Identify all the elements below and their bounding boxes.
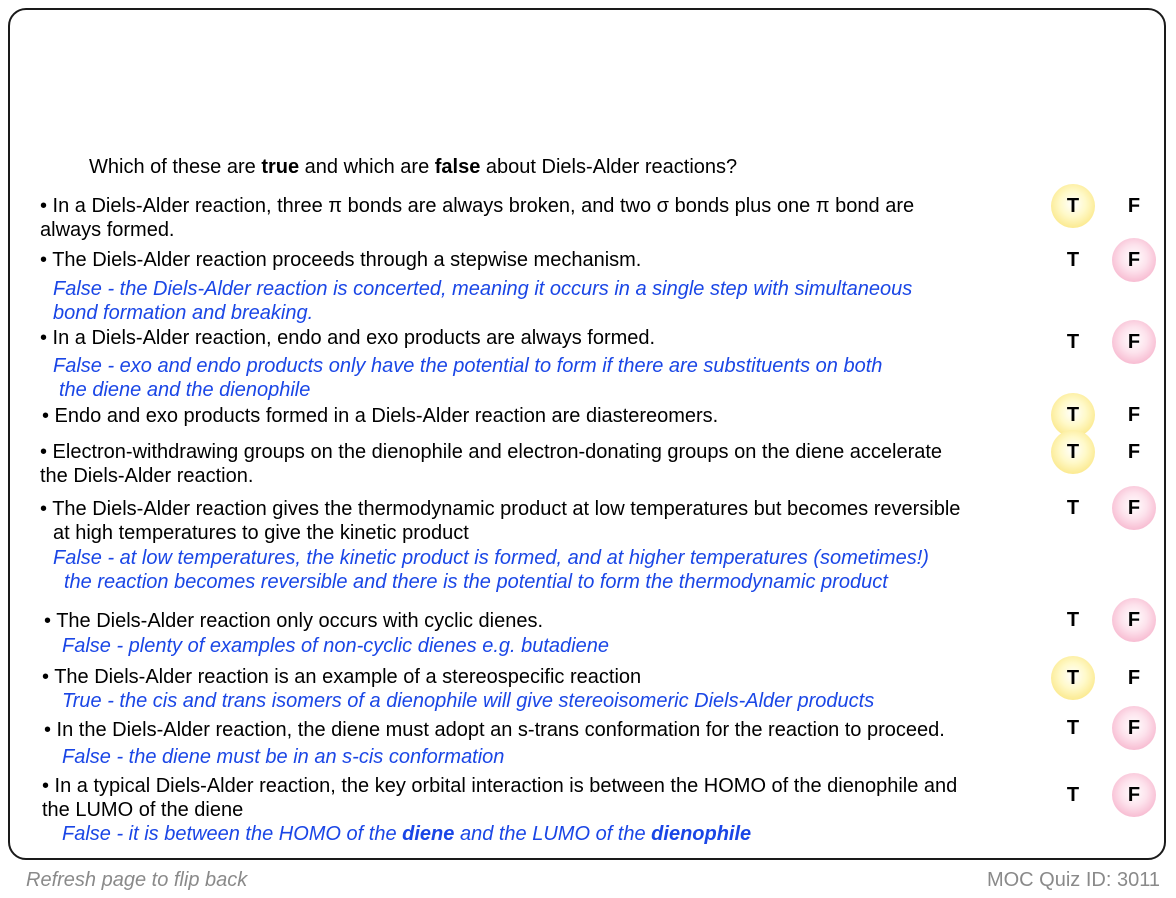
statement-3: • In a Diels-Alder reaction, endo and exo products are always formed.: [40, 327, 656, 349]
true-button-7[interactable]: T: [1066, 609, 1080, 631]
explanation-9: False - the diene must be in an s-cis conformation: [62, 746, 505, 768]
false-button-4[interactable]: F: [1127, 404, 1141, 426]
statement-7: • The Diels-Alder reaction only occurs with cyclic dienes.: [44, 610, 544, 632]
statement-5: • Electron-withdrawing groups on the dienophile and electron-donating groups on the diene accelerate the Diels-Alder reaction.: [40, 441, 943, 487]
true-button-4[interactable]: T: [1051, 393, 1095, 437]
false-button-3[interactable]: F: [1112, 320, 1156, 364]
true-button-2[interactable]: T: [1066, 249, 1080, 271]
refresh-hint: Refresh page to flip back: [26, 869, 248, 891]
true-button-6[interactable]: T: [1066, 497, 1080, 519]
question-text: Which of these are true and which are false about Diels-Alder reactions?: [89, 156, 738, 178]
false-button-7[interactable]: F: [1112, 598, 1156, 642]
explanation-6: False - at low temperatures, the kinetic product is formed, and at higher temperatures (sometimes!) the reaction becomes reversible and there is the potential to form the thermodynamic product: [53, 547, 929, 593]
false-button-9[interactable]: F: [1112, 706, 1156, 750]
false-button-5[interactable]: F: [1127, 441, 1141, 463]
quiz-id: MOC Quiz ID: 3011: [986, 869, 1160, 891]
true-button-5[interactable]: T: [1051, 430, 1095, 474]
statement-1: • In a Diels-Alder reaction, three π bonds are always broken, and two σ bonds plus one π bond are always formed.: [40, 195, 915, 241]
true-button-10[interactable]: T: [1066, 784, 1080, 806]
explanation-2: False - the Diels-Alder reaction is concerted, meaning it occurs in a single step with simultaneous bond formation and breaking.: [53, 278, 913, 324]
false-button-8[interactable]: F: [1127, 667, 1141, 689]
statement-2: • The Diels-Alder reaction proceeds through a stepwise mechanism.: [40, 249, 642, 271]
statement-9: • In the Diels-Alder reaction, the diene must adopt an s-trans conformation for the reaction to proceed.: [44, 719, 945, 741]
false-button-6[interactable]: F: [1112, 486, 1156, 530]
false-button-2[interactable]: F: [1112, 238, 1156, 282]
true-button-8[interactable]: T: [1051, 656, 1095, 700]
true-button-1[interactable]: T: [1051, 184, 1095, 228]
statement-6: • The Diels-Alder reaction gives the thermodynamic product at low temperatures but becomes reversible at high temperatures to give the kinetic product: [40, 498, 961, 544]
explanation-7: False - plenty of examples of non-cyclic dienes e.g. butadiene: [62, 635, 609, 657]
true-button-9[interactable]: T: [1066, 717, 1080, 739]
false-button-10[interactable]: F: [1112, 773, 1156, 817]
statement-8: • The Diels-Alder reaction is an example of a stereospecific reaction: [42, 666, 642, 688]
explanation-10: False - it is between the HOMO of the diene and the LUMO of the dienophile: [62, 823, 752, 845]
statement-10: • In a typical Diels-Alder reaction, the key orbital interaction is between the HOMO of the dienophile and the LUMO of the diene: [42, 775, 958, 821]
false-button-1[interactable]: F: [1127, 195, 1141, 217]
true-button-3[interactable]: T: [1066, 331, 1080, 353]
statement-4: • Endo and exo products formed in a Diels-Alder reaction are diastereomers.: [42, 405, 719, 427]
explanation-8: True - the cis and trans isomers of a dienophile will give stereoisomeric Diels-Alder products: [62, 690, 875, 712]
explanation-3: False - exo and endo products only have the potential to form if there are substituents on both the diene and the dienophile: [53, 355, 883, 401]
